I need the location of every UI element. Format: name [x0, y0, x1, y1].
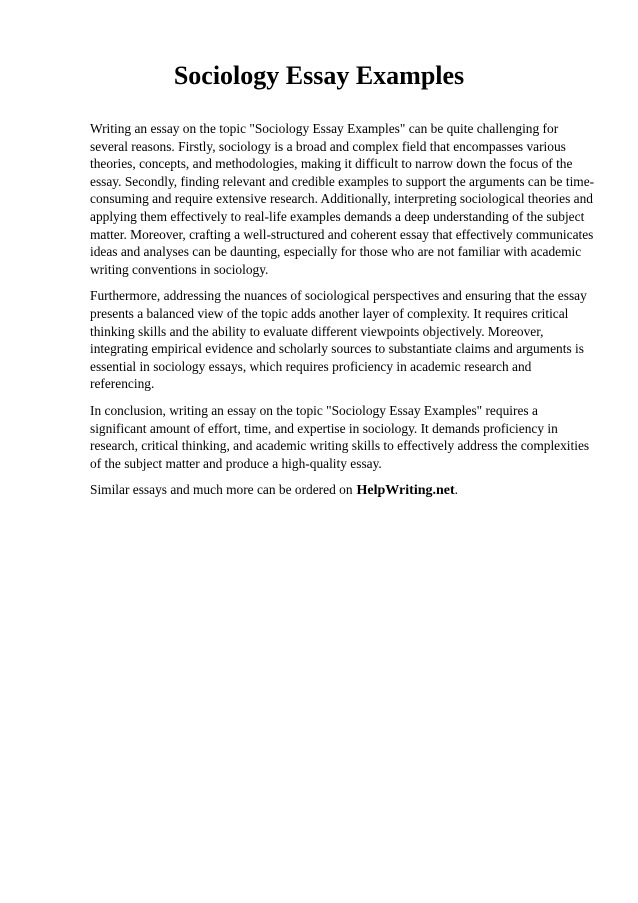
- order-suffix: .: [454, 482, 459, 498]
- essay-body: [90, 120, 596, 500]
- order-text: Similar essays and much more can be ordered on: [90, 482, 353, 498]
- helpwriting-link[interactable]: HelpWriting.net: [356, 483, 455, 499]
- order-line: [90, 481, 596, 500]
- paragraph-conclusion: In conclusion, writing an essay on the topic "Sociology Essay Examples" requires a significant amount of effort, time, and expertise in sociology. It demands proficiency in research, critical thinking, and academic writing skills to effectively address the complexities of the subject matter and produce a high-quality essay.: [90, 402, 590, 471]
- paragraph-complexity: Furthermore, addressing the nuances of sociological perspectives and ensuring that the essay presents a balanced view of the topic adds another layer of complexity. It requires critical thinking skills and the ability to evaluate different viewpoints objectively. Moreover, integrating empirical evidence and scholarly sources to substantiate claims and arguments is essential in sociology essays, which requires proficiency in academic research and referencing.: [90, 288, 587, 392]
- paragraph-intro: Writing an essay on the topic "Sociology Essay Examples" can be quite challenging for several reasons. Firstly, sociology is a broad and complex field that encompasses various theories, concepts, and methodologies, making it difficult to narrow down the focus of the essay. Secondly, finding relevant and credible examples to support the arguments can be time-consuming and require extensive research. Additionally, interpreting sociological theories and applying them effectively to real-life examples demands a deep understanding of the subject matter. Moreover, crafting a well-structured and coherent essay that effectively communicates ideas and analyses can be daunting, especially for those who are not familiar with academic writing conventions in sociology.: [90, 121, 595, 277]
- page-title: Sociology Essay Examples: [173, 61, 465, 90]
